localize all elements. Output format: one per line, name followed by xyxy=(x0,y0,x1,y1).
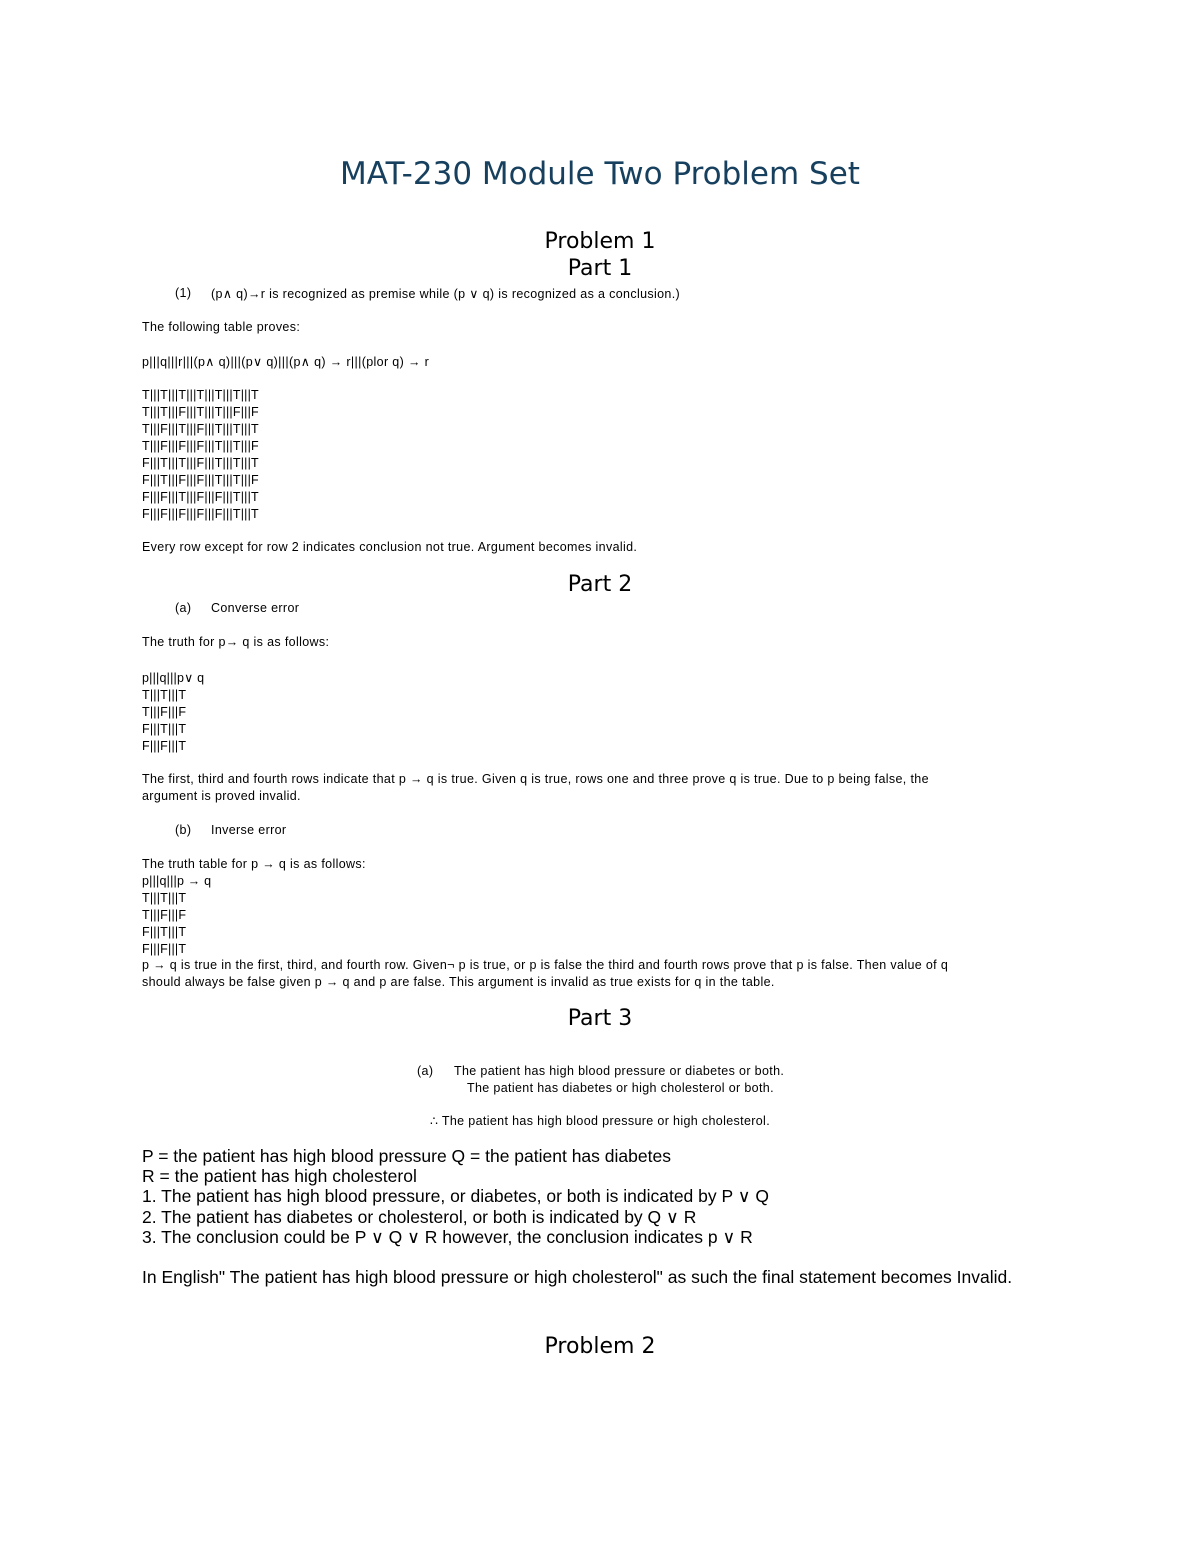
part-2-a-conclusion-line-1: The first, third and fourth rows indicate that p → q is true. Given q is true, rows one and three prove q is true. Due to p being false, the xyxy=(142,772,929,786)
table-row: T|||F|||T|||F|||T|||T|||T xyxy=(142,422,259,436)
part-3-conclusion: ∴ The patient has high blood pressure or high cholesterol. xyxy=(429,1114,771,1128)
table-row: F|||F|||T|||F|||F|||T|||T xyxy=(142,490,259,504)
table-row: T|||T|||T xyxy=(142,688,187,702)
table-row: T|||T|||F|||T|||T|||F|||F xyxy=(142,405,259,419)
part-3-a-label: (a) xyxy=(417,1064,434,1078)
part-1-item-label: (1) xyxy=(175,286,192,300)
table-row: F|||F|||F|||F|||F|||T|||T xyxy=(142,507,259,521)
part-1-table-header: p|||q|||r|||(p∧ q)|||(p∨ q)|||(p∧ q) → r|||(plor q) → r xyxy=(142,355,430,369)
part-1-heading: Part 1 xyxy=(567,256,633,281)
part-3-premise-2: The patient has diabetes or high cholesterol or both. xyxy=(467,1081,774,1095)
part-2-a-text: Converse error xyxy=(211,601,300,615)
part-3-english: In English" The patient has high blood pressure or high cholesterol" as such the final statement becomes Invalid. xyxy=(142,1267,1013,1287)
part-2-a-intro: The truth for p→ q is as follows: xyxy=(142,635,330,649)
part-1-intro: The following table proves: xyxy=(142,320,301,334)
part-3-line-4: 2. The patient has diabetes or cholesterol, or both is indicated by Q ∨ R xyxy=(142,1207,697,1227)
part-2-b-conclusion-line-1: p → q is true in the first, third, and fourth row. Given¬ p is true, or p is false the third and fourth rows prove that p is false. Then value of q xyxy=(142,958,949,972)
part-3-line-5: 3. The conclusion could be P ∨ Q ∨ R however, the conclusion indicates p ∨ R xyxy=(142,1227,753,1247)
part-2-b-text: Inverse error xyxy=(211,823,287,837)
part-2-b-label: (b) xyxy=(175,823,192,837)
part-2-b-intro: The truth table for p → q is as follows: xyxy=(142,857,366,871)
table-row: T|||T|||T xyxy=(142,891,187,905)
table-row: F|||F|||T xyxy=(142,942,187,956)
table-header: p|||q|||p → q xyxy=(142,874,212,888)
part-1-conclusion: Every row except for row 2 indicates conclusion not true. Argument becomes invalid. xyxy=(142,540,638,554)
table-row: F|||T|||T xyxy=(142,722,187,736)
document-title: MAT-230 Module Two Problem Set xyxy=(340,156,860,192)
part-3-premise-1: The patient has high blood pressure or diabetes or both. xyxy=(454,1064,785,1078)
part-2-b-conclusion-line-2: should always be false given p → q and p are false. This argument is invalid as true exists for q in the table. xyxy=(142,975,775,989)
problem-2-heading: Problem 2 xyxy=(544,1334,656,1359)
table-row: F|||F|||T xyxy=(142,739,187,753)
part-2-a-conclusion-line-2: argument is proved invalid. xyxy=(142,789,301,803)
part-2-heading: Part 2 xyxy=(567,572,633,597)
part-3-heading: Part 3 xyxy=(567,1006,633,1031)
table-row: T|||F|||F|||F|||T|||T|||F xyxy=(142,439,259,453)
table-row: T|||T|||T|||T|||T|||T|||T xyxy=(142,388,259,402)
part-3-line-2: R = the patient has high cholesterol xyxy=(142,1166,417,1186)
table-header: p|||q|||p∨ q xyxy=(142,671,205,685)
table-row: F|||T|||T|||F|||T|||T|||T xyxy=(142,456,259,470)
table-row: F|||T|||T xyxy=(142,925,187,939)
part-1-truth-table xyxy=(142,387,259,523)
part-1-item-text: (p∧ q)→r is recognized as premise while (p ∨ q) is recognized as a conclusion.) xyxy=(211,287,681,301)
part-2-b-truth-table xyxy=(142,873,211,958)
part-2-a-truth-table xyxy=(142,670,204,755)
part-3-line-3: 1. The patient has high blood pressure, or diabetes, or both is indicated by P ∨ Q xyxy=(142,1186,769,1206)
problem-1-heading: Problem 1 xyxy=(544,229,656,254)
table-row: T|||F|||F xyxy=(142,705,187,719)
table-row: F|||T|||F|||F|||T|||T|||F xyxy=(142,473,259,487)
table-row: T|||F|||F xyxy=(142,908,187,922)
part-2-a-label: (a) xyxy=(175,601,192,615)
part-3-line-1: P = the patient has high blood pressure Q = the patient has diabetes xyxy=(142,1146,671,1166)
